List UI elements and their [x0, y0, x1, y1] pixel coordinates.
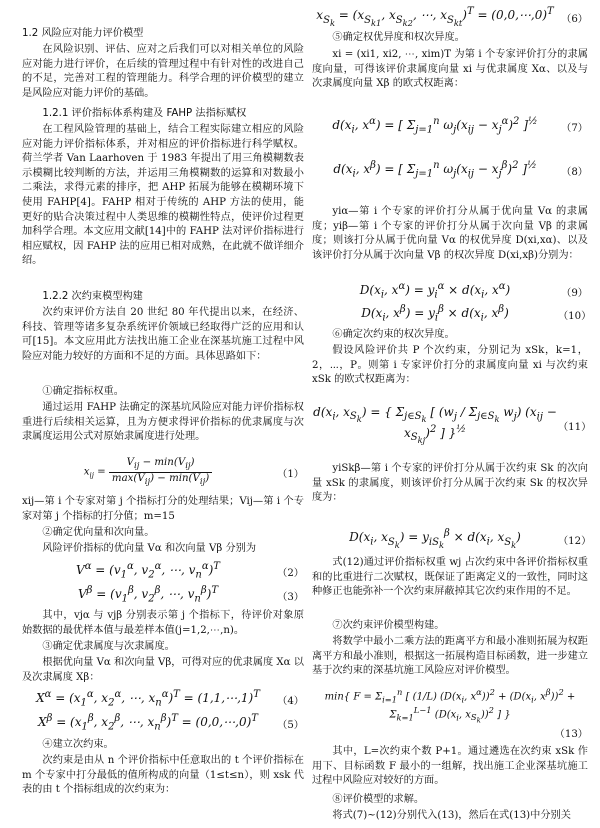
equation-2: $V^\alpha = (v_1^\alpha$, $v_2^\alpha$, ⋯, $v_n^\alpha)^T$ （2） [76, 561, 304, 581]
equation-number: （8） [561, 166, 588, 178]
equation-4: $X^\alpha = (x_1^\alpha$, $x_2^\alpha$, ⋯, $x_n^\alpha)^T$ = (1,1,⋯,1)$^T$ （4） [36, 689, 304, 709]
equation-number: （12） [558, 535, 592, 547]
step-heading: ③确定优隶属度与次隶属度。 [42, 641, 175, 652]
section-heading-1-2: 1.2 风险应对能力评价模型 [22, 28, 144, 39]
paragraph: xi = (xi1, xi2, ⋯, xim)T 为第 i 个专家评价打分的隶属度向量，可得该评价隶属度向量 xi 与优隶属度 Xα、以及与次隶属度向量 Xβ 的欧式权距离： [312, 49, 588, 90]
equation-3: $V^\beta = (v_1^\beta$, $v_2^\beta$, ⋯, $v_n^\beta)^T$ （3） [78, 585, 304, 605]
equation-number: （9） [561, 287, 588, 299]
equation-number: （4） [277, 695, 304, 707]
equation-6: $x_{S_k} = (x_{S_{k1}}$, $x_{S_{k2}}$, ⋯, $x_{S_{kt}})^T$ = (0,0,⋯,0)$^T$ （6） [316, 6, 588, 28]
subsection-heading-1-2-1: 1.2.1 评价指标体系构建及 FAHP 法指标赋权 [42, 108, 247, 119]
step-heading: ⑥确定次约束的权次异度。 [332, 329, 455, 340]
eq1-fraction [109, 457, 212, 486]
paragraph: 次约束是由从 n 个评价指标中任意取出的 t 个评价指标在 m 个专家中打分最低的值所构成的向量（1≤t≤n），则 xsk 代表的由 t 个指标组成的次约束为： [22, 755, 304, 796]
equation-1: $x_{ij}$ = $\frac{V_{ij} - \min(V_{ij})}{\max(V_{ij}) - \min(V_{ij})}$ （1） [83, 457, 304, 487]
equation-number: （2） [277, 567, 304, 579]
equation-number: （3） [277, 591, 304, 603]
paragraph: 根据优向量 Vα 和次向量 Vβ，可得对应的优隶属度 Xα 以及次隶属度 Xβ： [22, 657, 304, 683]
equation-number: （7） [561, 122, 588, 134]
paragraph: 将数学中最小二乘方法的距离平方和最小准则拓展为权距离平方和最小准则，根据这一拓展构造目标函数，进一步建立基于次约束的深基坑施工风险应对评价模型。 [312, 636, 588, 677]
paragraph: yiα—第 i 个专家的评价打分从属于优向量 Vα 的隶属度；yiβ—第 i 个专家的评价打分从属于次向量 Vβ 的隶属度；则该打分从属于优向量 Vα 的权优异度 D(xi,xα)、以及该评价打分从属于次向量 Vβ 的权次异度 D(xi,xβ)分别为： [312, 206, 588, 261]
equation-5: $X^\beta = (x_1^\beta$, $x_2^\beta$, ⋯, $x_n^\beta)^T$ = (0,0,⋯,0)$^T$ （5） [38, 713, 304, 733]
equation-8: $d(x_i$, $x^\beta$) = [ $\Sigma_{j=1}^n$ $\omega_j(x_{ij} - x_j^\beta)^2$ ]$^{\frac{1}{2}}$ （8） [333, 160, 588, 180]
paragraph: 在工程风险管理的基础上，结合工程实际建立相应的风险应对能力评价指标体系，并对相应的评价指标进行科学赋权。荷兰学者 Van Laarhoven 于 1983 年提出了用三角模糊数表示模糊比较判断的方法，并运用三角模糊数的运算和对数最小二乘法，求得元素的排序，把 AHP 拓展为能够在模糊环境下使用 FAHP[4]。FAHP 相对于传统的 AHP 方法的使用，能更好的贴合决策过程中人类思维的模糊性特点，使评价过程更加科学合理。本文应用文献[14]中的 FAHP 法对评价指标进行相应赋权，因 FAHP 法的应用已相对成熟，在此就不做详细介绍。 [22, 124, 304, 267]
equation-number: （1） [277, 468, 304, 480]
paragraph: 将式(7)~(12)分别代入(13)，然后在式(13)中分别关 [332, 810, 571, 821]
paragraph: xij—第 i 个专家对第 j 个指标打分的处理结果；Vij—第 i 个专家对第 j 个指标的打分值；m=15 [22, 496, 304, 522]
equation-7: $d(x_i$, $x^\alpha$) = [ $\Sigma_{j=1}^n$ $\omega_j(x_{ij} - x_j^\alpha)^2$ ]$^{\frac{1}{2}}$ （7） [332, 116, 588, 136]
equation-number: （13） [554, 729, 588, 740]
step-heading: ⑧评价模型的求解。 [332, 794, 425, 805]
paragraph: 式(12)通过评价指标权重 wj 占次约束中各评价指标权重和的比重进行二次赋权，既保证了距离定义的一致性，同时这种修正也能弥补一个次约束屏蔽掉其它次约束作用的不足。 [312, 557, 588, 598]
equation-number: （5） [277, 719, 304, 731]
paragraph: yiSkβ—第 i 个专家的评价打分从属于次约束 Sk 的次向量 xSk 的隶属度，则该评价打分从属于次约束 Sk 的权次异度为： [312, 463, 588, 504]
eq1-numerator: $V_{ij} - \min(V_{ij})$ [109, 457, 212, 472]
equation-9: $D(x_i$, $x^\alpha) = y_i^\alpha \times d(x_i$, $x^\alpha$) （9） [359, 281, 588, 301]
step-heading: ④建立次约束。 [42, 739, 114, 750]
eq1-denominator: $\max(V_{ij}) - \min(V_{ij})$ [111, 472, 210, 487]
equation-11: $d(x_i$, $x_{S_k}$) = { $\Sigma_{j\in S_k}$ [ ($w_j / \Sigma_{j\in S_k}$ $w_j$) $(x_{ij} - x_{S_{kj}})^2$ ] }$^{\frac{1}{2}}$ （11） [313, 404, 592, 446]
subsection-heading-1-2-2: 1.2.2 次约束模型构建 [42, 291, 143, 302]
equation-number: （10） [558, 310, 592, 322]
step-heading: ②确定优向量和次向量。 [42, 527, 155, 538]
paragraph: 其中，L=次约束个数 P+1。通过遴选在次约束 xSk 作用下、目标函数 F 最小的一组解，找出施工企业深基坑施工过程中风险应对较好的方面。 [312, 746, 588, 787]
equation-number: （11） [558, 421, 592, 433]
paragraph: 假设风险评价共 P 个次约束，分别记为 xSk，k=1，2，⋯，P。则第 i 专家评价打分的隶属度向量 xi 与次约束 xSk 的欧式权距离为： [312, 345, 588, 386]
paragraph: 其中，vjα 与 vjβ 分别表示第 j 个指标下，待评价对象原始数据的最优样本值与最差样本值(j=1,2,⋯,n)。 [22, 610, 304, 636]
step-heading: ⑤确定权优异度和权次异度。 [332, 32, 465, 43]
step-heading: ①确定指标权重。 [42, 386, 124, 397]
paragraph: 在风险识别、评估、应对之后我们可以对相关单位的风险应对能力进行评价，在后续的管理过程中有针对性的改进自己的不足，完善对工程的管理能力。科学合理的评价模型的建立是风险应对能力评价的基础。 [22, 44, 304, 99]
equation-number: （6） [561, 13, 588, 25]
equation-10: $D(x_i$, $x^\beta) = y_i^\beta \times d(x_i$, $x^\beta$) （10） [361, 304, 592, 324]
step-heading: ⑦次约束评价模型构建。 [332, 620, 445, 631]
eq1-lhs: x [83, 467, 90, 478]
equation-12: $D(x_i$, $x_{S_k}) = y_{iS_k}^\beta \times d(x_i$, $x_{S_k}$) （12） [349, 528, 592, 550]
equation-13: min{ $F = \Sigma_{i=1}^n$ [ (1/L) ($D(x_i$, $x^\alpha))^2 + (D(x_i$, $x^\beta))^2 + \Sigma_{k=1}^{L-1}$ ($D(x_i$, $x_{S_k}))^2$ ] } [324, 687, 576, 725]
paragraph: 次约束评价方法自 20 世纪 80 年代提出以来，在经济、科技、管理等诸多复杂系统评价领域已经取得广泛的应用和认可[15]。本文应用此方法找出施工企业在深基坑施工过程中风险应对能力较好的方面和不足的方面。具体思路如下： [22, 307, 304, 362]
paragraph: 风险评价指标的优向量 Vα 和次向量 Vβ 分别为 [42, 543, 257, 554]
paragraph: 通过运用 FAHP 法确定的深基坑风险应对能力评价指标权重进行后续相关运算，且为方便求得评价指标的优隶属度与次隶属度运用公式对原始隶属度进行处理。 [22, 402, 304, 443]
